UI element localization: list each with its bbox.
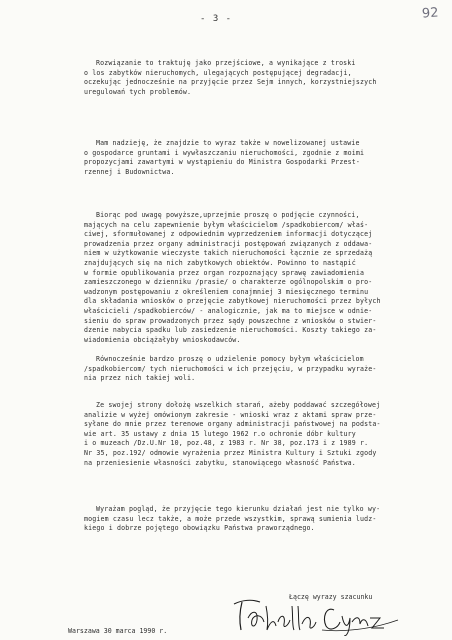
text-line: Nr 35, poz.192/ odmowie wyrażenia przez Ministra Kultury i Sztuki zgody: [84, 449, 377, 457]
text-line: wadzonym postępowaniu z określeniem conajmniej 3 miesięcznego terminu: [84, 287, 369, 296]
text-line: niem w użytkowanie wieczyste takich nieruchomości łącznie ze sprzedażą: [84, 249, 373, 258]
handwritten-signature: [230, 596, 405, 636]
closing-greeting: Łączę wyrazy szacunku: [289, 593, 373, 601]
text-line: Wyrażam pogląd, że przyjęcie tego kierunku działań jest nie tylko wy-: [96, 505, 381, 513]
page-number: - 3 -: [200, 14, 233, 24]
text-line: propozycjami zawartymi w wystąpieniu do Ministra Gospodarki Przest-: [84, 158, 361, 167]
text-line: na przeniesienie własności zabytku, stanowiącego własność Państwa.: [84, 458, 356, 467]
text-line: ciwej, sformułowanej z odpowiednim wyprzedzeniem informacji dotyczącej: [84, 230, 373, 239]
text-line: zamieszczonego w dzienniku /prasie/ o charakterze ogólnopolskim o pro-: [84, 278, 373, 287]
text-line: mogiem czasu lecz także, a może przede wszystkim, sprawą sumienia ludz-: [84, 514, 377, 523]
text-line: uregulowań tych problemów.: [84, 87, 192, 96]
text-line: Równocześnie bardzo proszę o udzielenie pomocy byłym właścicielom: [96, 355, 364, 363]
text-line: Mam nadzieję, że znajdzie to wyraz także w nowelizowanej ustawie: [96, 139, 360, 147]
text-line: znajdujących się na nich zabytkowych obiektów. Powinno to nastąpić: [84, 259, 356, 267]
text-line: prowadzenia przez organy administracji postępowań związanych z oddawa-: [84, 239, 373, 248]
text-line: w formie opublikowania przez organ rozpoznający sprawę zawiadomienia: [84, 268, 365, 277]
text-line: i o muzeach /Dz.U.Nr 10, poz.48, z 1983 r. Nr 38, poz.173 i z 1989 r.: [84, 439, 369, 448]
text-line: rzennej i Budownictwa.: [84, 167, 175, 176]
text-line: /spadkobiercom/ tych nieruchomości w ich przejęciu, w przypadku wyraże-: [84, 364, 377, 373]
text-line: Ze swojej strony dołożę wszelkich starań, ażeby poddawać szczegółowej: [96, 401, 381, 409]
archive-number: 92: [421, 5, 440, 22]
text-line: syłane do mnie przez terenowe organy administracji państwowej na podsta-: [84, 420, 381, 429]
text-line: analizie w wyżej omówionym zakresie - wnioski wraz z aktami spraw prze-: [84, 410, 377, 419]
text-line: dzenie nabycia spadku lub zasiedzenie nieruchomości. Koszty takiego za-: [84, 326, 377, 335]
text-line: oczekując jednocześnie na przyjęcie przez Sejm innych, korzystniejszych: [84, 78, 377, 87]
text-line: kiego i dobrze pojętego obowiązku Państwa praworządnego.: [84, 524, 315, 533]
text-line: o los zabytków nieruchomych, ulegających postępującej degradacji,: [84, 68, 352, 77]
text-line: Rozwiązanie to traktuję jako przejściowe, a wynikające z troski: [96, 59, 356, 67]
text-line: mających na celu zapewnienie byłym właścicielom /spadkobiercom/ właś-: [84, 220, 369, 229]
text-line: właścicieli /spadkobierców/ - analogicznie, jak ma to miejsce w odnie-: [84, 307, 373, 315]
text-line: sieniu do spraw prowadzonych przez sądy powszechne z wniosków o stwier-: [84, 316, 377, 325]
text-line: o gospodarce gruntami i wywłaszczaniu nieruchomości, zgodnie z moimi: [84, 148, 365, 157]
text-line: Biorąc pod uwagę powyższe,uprzejmie proszę o podjęcie czynności,: [96, 211, 360, 219]
place-and-date: Warszawa 30 marca 1990 r.: [68, 627, 168, 635]
text-line: nia przez nich takiej woli.: [84, 374, 196, 383]
text-line: wiadomienia obciążałyby wnioskodawców.: [84, 335, 241, 344]
text-line: dla składania wniosków o przejęcie zabytkowej nieruchomości przez byłych: [84, 297, 381, 306]
text-line: wie art. 35 ustawy z dnia 15 lutego 1962 r.o ochronie dóbr kultury: [84, 429, 356, 438]
